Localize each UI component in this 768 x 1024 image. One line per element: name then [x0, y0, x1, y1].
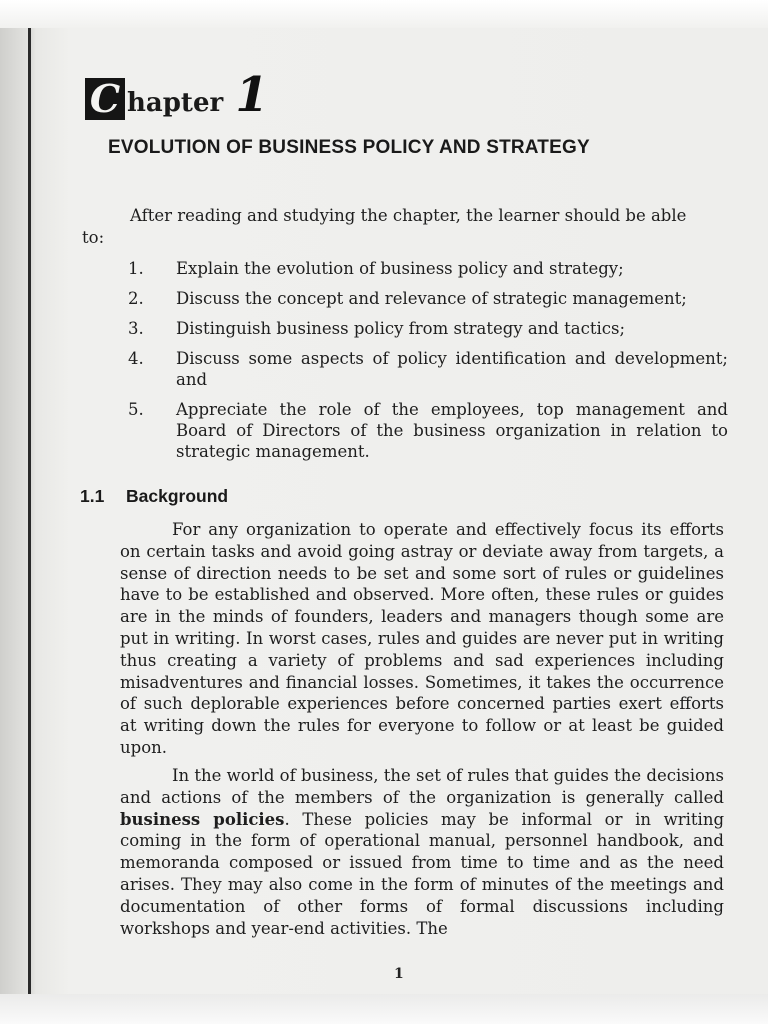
adjacent-page: [0, 28, 28, 994]
paragraph-2-start: In the world of business, the set of rules that guides the decisions and actions of the members of the organization is generally called: [120, 766, 725, 807]
objective-text: Appreciate the role of the employees, top management and Board of Directors of the business organization in relation to strategic management.: [176, 400, 728, 461]
objective-text: Distinguish business policy from strategy and tactics;: [176, 319, 625, 338]
chapter-number: 1: [235, 67, 269, 123]
objective-number: 4.: [128, 349, 144, 368]
objective-number: 2.: [128, 289, 144, 308]
learning-intro: [82, 205, 722, 249]
paragraph-2-end: . These policies may be informal or in writing coming in the form of operational manual, personnel handbook, and memoranda composed or issued from time to time and as the need arises. They may also come in the form of minutes of the meetings and documentation of other forms of formal discussions including workshops and year-end activities. The: [120, 809, 725, 938]
paragraph-1: For any organization to operate and effectively focus its efforts on certain tasks and avoid going astray or deviate away from targets, a sense of direction needs to be set and some sort of rules or guidelines have to be established and observed. More often, these rules or guides are in the minds of founders, leaders and managers though some are put in writing. In worst cases, rules and guides are never put in writing thus creating a variety of problems and sad experiences including misadventures and financial losses. Sometimes, it takes the occurrence of such deplorable experiences before concerned parties exert efforts at writing down the rules for everyone to follow or at least be guided upon.: [120, 520, 724, 757]
objective-item: [128, 348, 728, 390]
page-edge-line: [28, 28, 31, 994]
chapter-title: EVOLUTION OF BUSINESS POLICY AND STRATEGY: [108, 137, 590, 158]
section-number: 1.1: [80, 486, 105, 506]
objective-number: 1.: [128, 259, 144, 278]
background-bottom: [0, 994, 768, 1024]
section-heading: [80, 486, 228, 507]
objective-item: [128, 399, 728, 462]
objective-text: Explain the evolution of business policy and strategy;: [176, 259, 624, 278]
intro-line-2: to:: [82, 228, 105, 247]
background-top: [0, 0, 768, 28]
chapter-initial: C: [89, 76, 121, 121]
objective-item: [128, 318, 728, 339]
objective-item: [128, 258, 728, 279]
objective-number: 3.: [128, 319, 144, 338]
chapter-word: hapter: [127, 88, 224, 118]
objective-number: 5.: [128, 400, 144, 419]
page-number: 1: [394, 966, 404, 982]
objective-item: [128, 288, 728, 309]
objectives-list: [128, 258, 728, 471]
bold-term: business policies: [120, 809, 285, 829]
objective-text: Discuss the concept and relevance of strategic management;: [176, 289, 687, 308]
paragraph-2: [120, 765, 724, 939]
objective-text: Discuss some aspects of policy identification and development; and: [176, 349, 728, 389]
section-title: Background: [126, 486, 229, 506]
chapter-initial-box: [85, 78, 125, 120]
chapter-heading: [85, 67, 269, 123]
intro-line-1: After reading and studying the chapter, the learner should be able: [130, 206, 687, 225]
